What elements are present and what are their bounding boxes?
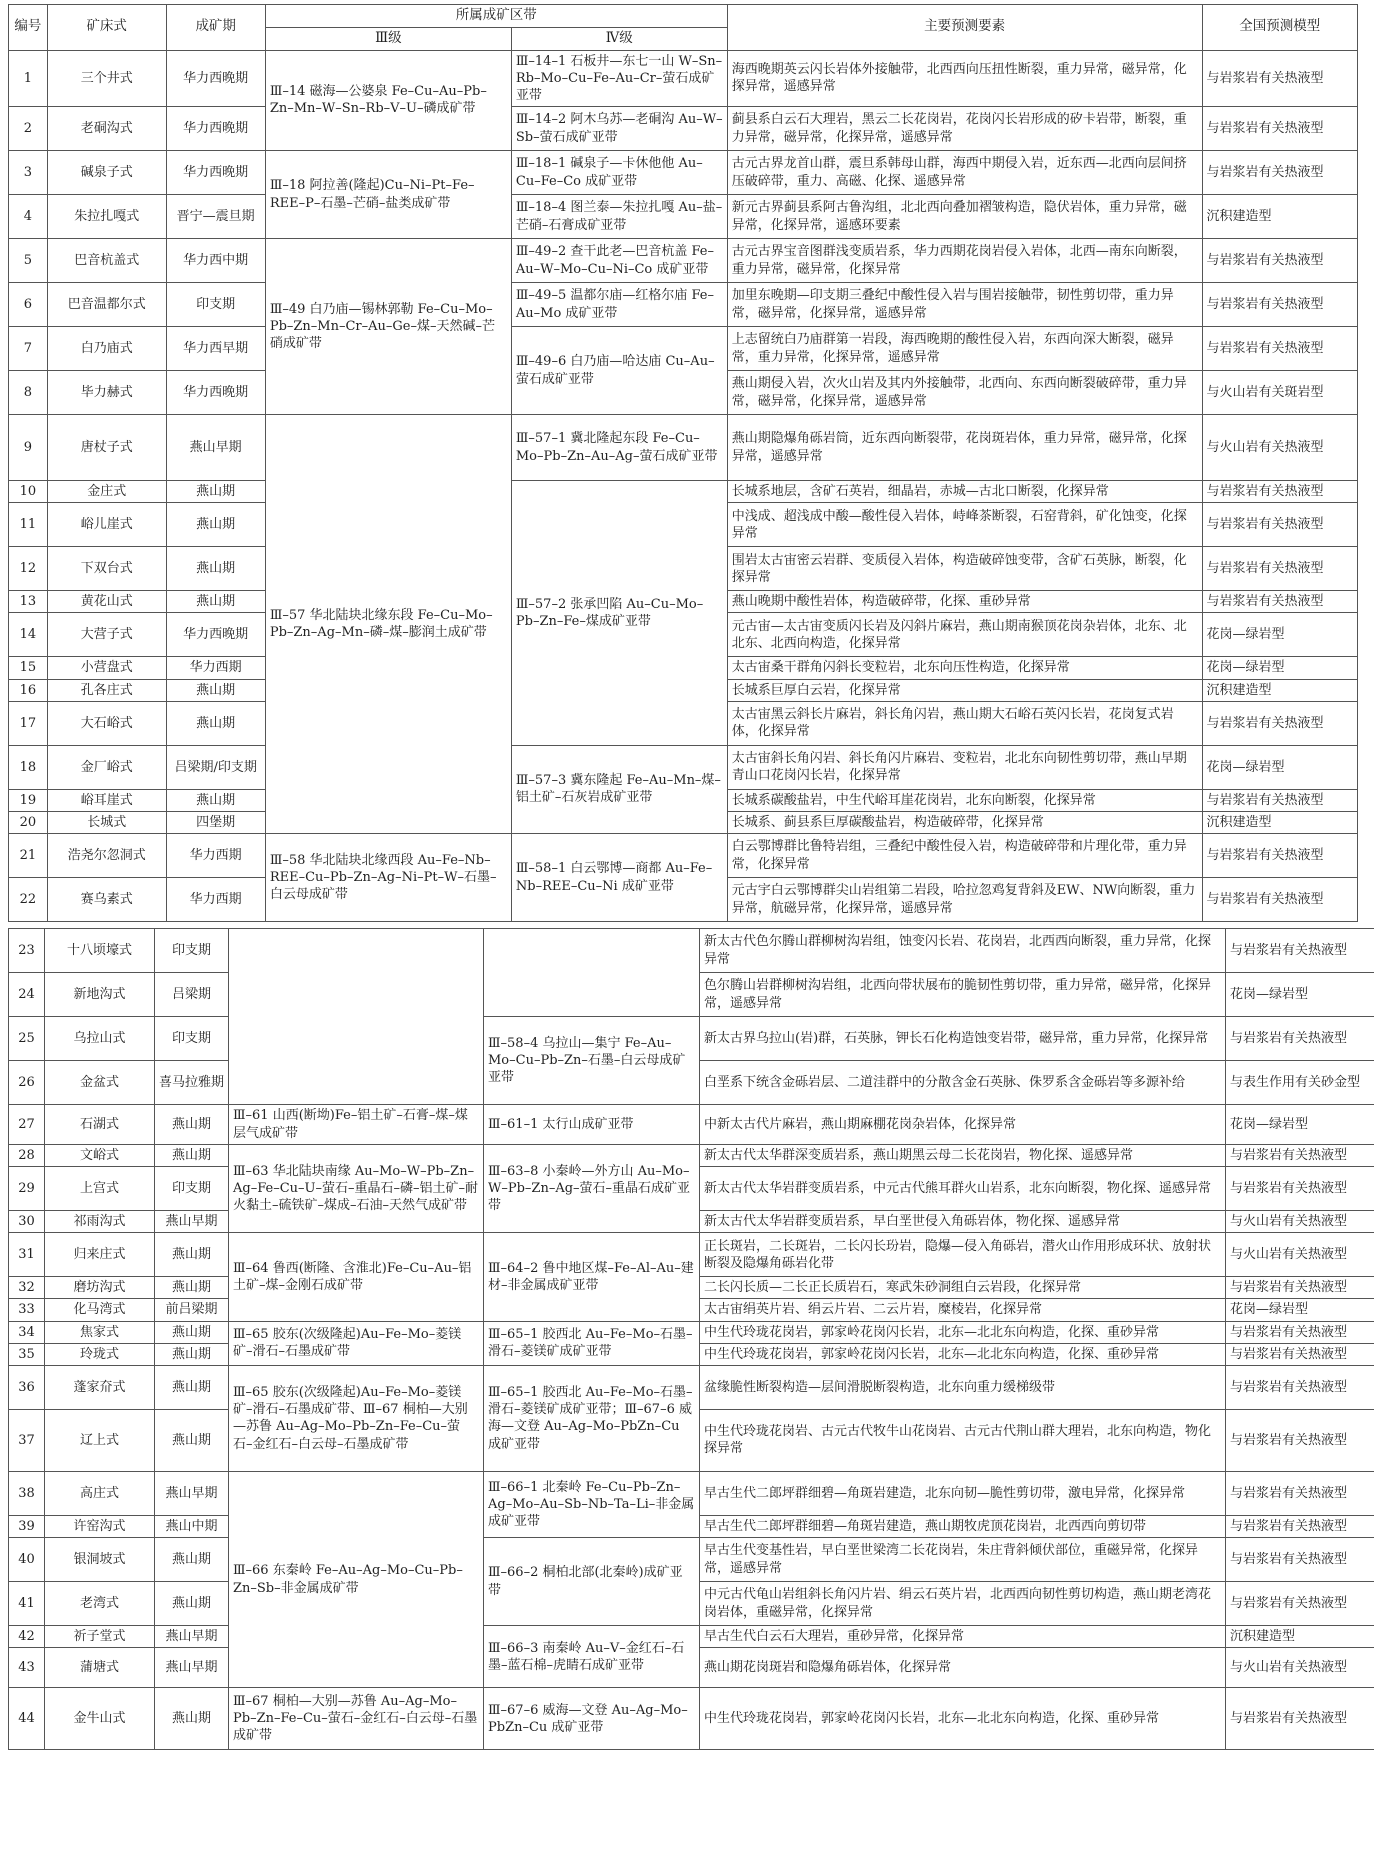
deposit-name: 石湖式	[45, 1105, 155, 1145]
prediction-elements: 太古宙斜长角闪岩、斜长角闪片麻岩、变粒岩，北北东向韧性剪切带，燕山早期青山口花岗闪长岩，化探异常	[727, 745, 1202, 789]
zone-level4: Ⅲ–65–1 胶西北 Au–Fe–Mo–石墨–滑石–菱镁矿成矿亚带	[484, 1321, 700, 1365]
zone-level3: Ⅲ–18 阿拉善(隆起)Cu–Ni–Pt–Fe–REE–P–石墨–芒硝–盐类成矿带	[265, 151, 511, 239]
zone-level4: Ⅲ–66–1 北秦岭 Fe–Cu–Pb–Zn–Ag–Mo–Au–Sb–Nb–Ta–Li–非金属成矿亚带	[484, 1471, 700, 1537]
row-id: 15	[9, 657, 48, 679]
deposit-name: 浩尧尔忽洞式	[47, 834, 166, 878]
table-row	[9, 239, 1358, 283]
zone-level3: Ⅲ–66 东秦岭 Fe–Au–Ag–Mo–Cu–Pb–Zn–Sb–非金属成矿带	[229, 1471, 484, 1687]
zone-level4: Ⅲ–49–6 白乃庙—哈达庙 Cu–Au–萤石成矿亚带	[511, 327, 727, 415]
metallogenic-period: 燕山期	[166, 701, 265, 745]
table-row	[9, 1688, 1374, 1750]
table-row	[9, 1145, 1374, 1167]
metallogenic-period: 燕山期	[166, 789, 265, 811]
metallogenic-period: 前吕梁期	[155, 1299, 229, 1321]
prediction-model: 与岩浆岩有关热液型	[1202, 481, 1357, 503]
metallogenic-period: 华力西中期	[166, 239, 265, 283]
zone-level4: Ⅲ–57–2 张承凹陷 Au–Cu–Mo–Pb–Zn–Fe–煤成矿亚带	[511, 481, 727, 746]
metallogenic-period: 晋宁—震旦期	[166, 195, 265, 239]
prediction-model: 花岗—绿岩型	[1202, 745, 1357, 789]
metallogenic-period: 燕山期	[155, 1321, 229, 1343]
zone-level3: Ⅲ–65 胶东(次级隆起)Au–Fe–Mo–菱镁矿–滑石–石墨成矿带、Ⅲ–67 桐柏—大别—苏鲁 Au–Ag–Mo–Pb–Zn–Fe–Cu–萤石–金红石–白云母–石墨成矿带	[229, 1365, 484, 1471]
row-id: 28	[9, 1145, 45, 1167]
prediction-elements: 新元古界蓟县系阿古鲁沟组，北北西向叠加褶皱构造，隐伏岩体，重力异常，磁异常，化探异常，遥感环要素	[727, 195, 1202, 239]
prediction-elements: 中生代玲珑花岗岩、古元古代牧牛山花岗岩、古元古代荆山群大理岩，北东向构造，物化探异常	[700, 1409, 1226, 1471]
prediction-elements: 新太古代色尔腾山群柳树沟岩组，蚀变闪长岩、花岗岩，北西西向断裂，重力异常，化探异常	[700, 929, 1226, 973]
deposit-name: 老湾式	[45, 1582, 155, 1626]
prediction-model: 沉积建造型	[1202, 679, 1357, 701]
prediction-model: 花岗—绿岩型	[1202, 657, 1357, 679]
prediction-elements: 二长闪长质—二长正长质岩石，寒武朱砂洞组白云岩段，化探异常	[700, 1277, 1226, 1299]
deposit-table-part2	[8, 928, 1374, 1750]
metallogenic-period: 华力西晚期	[166, 613, 265, 657]
row-id: 4	[9, 195, 48, 239]
row-id: 38	[9, 1471, 45, 1515]
header-level3: Ⅲ级	[265, 27, 511, 50]
prediction-elements: 新太古代太华岩群变质岩系，中元古代熊耳群火山岩系，北东向断裂，物化探、遥感异常	[700, 1167, 1226, 1211]
metallogenic-period: 华力西晚期	[166, 151, 265, 195]
prediction-elements: 新太古界乌拉山(岩)群，石英脉，钾长石化构造蚀变岩带，磁异常，重力异常，化探异常	[700, 1017, 1226, 1061]
header-zone-group: 所属成矿区带	[265, 5, 727, 28]
prediction-model: 与岩浆岩有关热液型	[1202, 834, 1357, 878]
row-id: 8	[9, 371, 48, 415]
row-id: 2	[9, 107, 48, 151]
zone-level4: Ⅲ–14–1 石板井—东七一山 W–Sn–Rb–Mo–Cu–Fe–Au–Cr–萤石成矿亚带	[511, 50, 727, 106]
row-id: 18	[9, 745, 48, 789]
row-id: 11	[9, 503, 48, 547]
prediction-model: 与岩浆岩有关热液型	[1226, 1145, 1374, 1167]
deposit-name: 十八顷壕式	[45, 929, 155, 973]
prediction-elements: 中元古代龟山岩组斜长角闪片岩、绢云石英片岩，北西西向韧性剪切构造，燕山期老湾花岗岩体，重磁异常，化探异常	[700, 1582, 1226, 1626]
deposit-name: 孔各庄式	[47, 679, 166, 701]
deposit-name: 老硐沟式	[47, 107, 166, 151]
zone-level4: Ⅲ–58–4 乌拉山—集宁 Fe–Au–Mo–Cu–Pb–Zn–石墨–白云母成矿亚带	[484, 1017, 700, 1105]
metallogenic-period: 燕山期	[155, 1105, 229, 1145]
metallogenic-period: 燕山期	[166, 481, 265, 503]
prediction-elements: 早古生代二郎坪群细碧—角斑岩建造，北东向韧—脆性剪切带，激电异常，化探异常	[700, 1471, 1226, 1515]
prediction-elements: 古元古界宝音图群浅变质岩系，华力西期花岗岩侵入岩体，北西—南东向断裂，重力异常，磁异常，化探异常	[727, 239, 1202, 283]
prediction-elements: 加里东晚期—印支期三叠纪中酸性侵入岩与围岩接触带，韧性剪切带，重力异常，磁异常，化探异常，遥感异常	[727, 283, 1202, 327]
zone-level4: Ⅲ–66–2 桐柏北部(北秦岭)成矿亚带	[484, 1538, 700, 1626]
prediction-model: 与岩浆岩有关热液型	[1202, 789, 1357, 811]
prediction-elements: 元古宙—太古宙变质闪长岩及闪斜片麻岩，燕山期南猴顶花岗杂岩体，北东、北北东、北西向构造，化探异常	[727, 613, 1202, 657]
zone-level4: Ⅲ–61–1 太行山成矿亚带	[484, 1105, 700, 1145]
table-row	[9, 1017, 1374, 1061]
prediction-model: 花岗—绿岩型	[1226, 1299, 1374, 1321]
deposit-name: 焦家式	[45, 1321, 155, 1343]
zone-level3: Ⅲ–14 磁海—公婆泉 Fe–Cu–Au–Pb–Zn–Mn–W–Sn–Rb–V–U–磷成矿带	[265, 50, 511, 150]
metallogenic-period: 燕山期	[155, 1233, 229, 1277]
row-id: 21	[9, 834, 48, 878]
row-id: 22	[9, 878, 48, 922]
deposit-name: 化马湾式	[45, 1299, 155, 1321]
prediction-model: 沉积建造型	[1202, 811, 1357, 833]
metallogenic-period: 燕山早期	[166, 415, 265, 481]
prediction-elements: 上志留统白乃庙群第一岩段，海西晚期的酸性侵入岩，东西向深大断裂，磁异常，重力异常，化探异常，遥感异常	[727, 327, 1202, 371]
deposit-name: 小营盘式	[47, 657, 166, 679]
row-id: 32	[9, 1277, 45, 1299]
deposit-name: 赛乌素式	[47, 878, 166, 922]
table-row	[9, 327, 1358, 371]
row-id: 40	[9, 1538, 45, 1582]
metallogenic-period: 燕山期	[166, 547, 265, 591]
deposit-name: 毕力赫式	[47, 371, 166, 415]
metallogenic-period: 燕山早期	[155, 1211, 229, 1233]
row-id: 13	[9, 591, 48, 613]
row-id: 31	[9, 1233, 45, 1277]
prediction-model: 与火山岩有关斑岩型	[1202, 371, 1357, 415]
prediction-elements: 长城系地层，含矿石英岩，细晶岩，赤城—古北口断裂，化探异常	[727, 481, 1202, 503]
prediction-elements: 早古生代二郎坪群细碧—角斑岩建造，燕山期牧虎顶花岗岩，北西西向剪切带	[700, 1515, 1226, 1537]
header-elements: 主要预测要素	[727, 5, 1202, 51]
row-id: 24	[9, 973, 45, 1017]
prediction-elements: 中生代玲珑花岗岩，郭家岭花岗闪长岩，北东—北北东向构造，化探、重砂异常	[700, 1688, 1226, 1750]
zone-level4: Ⅲ–64–2 鲁中地区煤–Fe–Al–Au–建材–非金属成矿亚带	[484, 1233, 700, 1321]
zone-level4-empty	[484, 929, 700, 1017]
zone-level4: Ⅲ–18–1 碱泉子—卡休他他 Au–Cu–Fe–Co 成矿亚带	[511, 151, 727, 195]
deposit-name: 蓬家夼式	[45, 1365, 155, 1409]
deposit-name: 峪耳崖式	[47, 789, 166, 811]
zone-level3: Ⅲ–67 桐柏—大别—苏鲁 Au–Ag–Mo–Pb–Zn–Fe–Cu–萤石–金红石–白云母–石墨成矿带	[229, 1688, 484, 1750]
deposit-name: 碱泉子式	[47, 151, 166, 195]
prediction-elements: 中生代玲珑花岗岩，郭家岭花岗闪长岩，北东—北北东向构造，化探、重砂异常	[700, 1343, 1226, 1365]
prediction-elements: 新太古代太华群深变质岩系，燕山期黑云母二长花岗岩，物化探、遥感异常	[700, 1145, 1226, 1167]
deposit-name: 文峪式	[45, 1145, 155, 1167]
prediction-model: 与岩浆岩有关热液型	[1202, 591, 1357, 613]
deposit-name: 朱拉扎嘎式	[47, 195, 166, 239]
prediction-model: 与岩浆岩有关热液型	[1202, 151, 1357, 195]
table-row	[9, 834, 1358, 878]
zone-level3-empty	[229, 929, 484, 1105]
deposit-name: 巴音温都尔式	[47, 283, 166, 327]
table-row	[9, 1626, 1374, 1648]
row-id: 14	[9, 613, 48, 657]
metallogenic-period: 燕山期	[155, 1538, 229, 1582]
zone-level4: Ⅲ–65–1 胶西北 Au–Fe–Mo–石墨–滑石–菱镁矿成矿亚带；Ⅲ–67–6 威海—文登 Au–Ag–Mo–PbZn–Cu 成矿亚带	[484, 1365, 700, 1471]
prediction-model: 与岩浆岩有关热液型	[1202, 547, 1357, 591]
prediction-elements: 正长斑岩，二长斑岩，二长闪长玢岩，隐爆—侵入角砾岩，潜火山作用形成环状、放射状断裂及隐爆角砾岩化带	[700, 1233, 1226, 1277]
metallogenic-period: 燕山期	[166, 679, 265, 701]
deposit-name: 巴音杭盖式	[47, 239, 166, 283]
zone-level3: Ⅲ–57 华北陆块北缘东段 Fe–Cu–Mo–Pb–Zn–Ag–Mn–磷–煤–膨润土成矿带	[265, 415, 511, 834]
prediction-elements: 长城系碳酸盐岩，中生代峪耳崖花岗岩，北东向断裂，化探异常	[727, 789, 1202, 811]
prediction-elements: 蓟县系白云石大理岩，黑云二长花岗岩，花岗闪长岩形成的矽卡岩带，断裂，重力异常，磁异常，化探异常，遥感异常	[727, 107, 1202, 151]
prediction-elements: 元古宇白云鄂博群尖山岩组第二岩段，哈拉忽鸡复背斜及EW、NW向断裂，重力异常，航磁异常，化探异常，遥感异常	[727, 878, 1202, 922]
deposit-name: 峪儿崖式	[47, 503, 166, 547]
deposit-name: 祁雨沟式	[45, 1211, 155, 1233]
prediction-model: 与表生作用有关砂金型	[1226, 1061, 1374, 1105]
metallogenic-period: 印支期	[166, 283, 265, 327]
prediction-elements: 围岩太古宙密云岩群、变质侵入岩体，构造破碎蚀变带，含矿石英脉，断裂，化探异常	[727, 547, 1202, 591]
deposit-name: 新地沟式	[45, 973, 155, 1017]
prediction-model: 与岩浆岩有关热液型	[1226, 1409, 1374, 1471]
zone-level3: Ⅲ–49 白乃庙—锡林郭勒 Fe–Cu–Mo–Pb–Zn–Mn–Cr–Au–Ge–煤–天然碱–芒硝成矿带	[265, 239, 511, 415]
row-id: 3	[9, 151, 48, 195]
header-deposit: 矿床式	[47, 5, 166, 51]
prediction-elements: 燕山期侵入岩，次火山岩及其内外接触带，北西向、东西向断裂破碎带，重力异常，磁异常，化探异常，遥感异常	[727, 371, 1202, 415]
zone-level4: Ⅲ–49–2 查干此老—巴音杭盖 Fe–Au–W–Mo–Cu–Ni–Co 成矿亚带	[511, 239, 727, 283]
metallogenic-period: 四堡期	[166, 811, 265, 833]
table-row	[9, 1471, 1374, 1515]
prediction-model: 与岩浆岩有关热液型	[1226, 1343, 1374, 1365]
prediction-model: 与岩浆岩有关热液型	[1226, 1582, 1374, 1626]
table-row	[9, 107, 1358, 151]
deposit-name: 大营子式	[47, 613, 166, 657]
prediction-elements: 盆缘脆性断裂构造—层间滑脱断裂构造，北东向重力缓梯级带	[700, 1365, 1226, 1409]
deposit-name: 唐杖子式	[47, 415, 166, 481]
table-row	[9, 1538, 1374, 1582]
metallogenic-period: 印支期	[155, 1167, 229, 1211]
row-id: 6	[9, 283, 48, 327]
prediction-model: 与岩浆岩有关热液型	[1226, 1321, 1374, 1343]
prediction-model: 与火山岩有关热液型	[1226, 1211, 1374, 1233]
deposit-name: 高庄式	[45, 1471, 155, 1515]
metallogenic-period: 华力西早期	[166, 327, 265, 371]
prediction-elements: 白云鄂博群比鲁特岩组，三叠纪中酸性侵入岩，构造破碎带和片理化带，重力异常，化探异常	[727, 834, 1202, 878]
zone-level4: Ⅲ–57–1 冀北隆起东段 Fe–Cu–Mo–Pb–Zn–Au–Ag–萤石成矿亚带	[511, 415, 727, 481]
prediction-elements: 长城系巨厚白云岩，化探异常	[727, 679, 1202, 701]
metallogenic-period: 燕山中期	[155, 1515, 229, 1537]
deposit-name: 金牛山式	[45, 1688, 155, 1750]
row-id: 36	[9, 1365, 45, 1409]
prediction-elements: 古元古界龙首山群，震旦系韩母山群，海西中期侵入岩，近东西—北西向层间挤压破碎带，重力、高磁、化探、遥感异常	[727, 151, 1202, 195]
metallogenic-period: 华力西晚期	[166, 50, 265, 106]
prediction-model: 花岗—绿岩型	[1226, 973, 1374, 1017]
deposit-name: 金厂峪式	[47, 745, 166, 789]
metallogenic-period: 燕山期	[155, 1277, 229, 1299]
deposit-name: 归来庄式	[45, 1233, 155, 1277]
zone-level3: Ⅲ–58 华北陆块北缘西段 Au–Fe–Nb–REE–Cu–Pb–Zn–Ag–Ni–Pt–W–石墨–白云母成矿带	[265, 834, 511, 922]
metallogenic-period: 燕山期	[155, 1688, 229, 1750]
row-id: 44	[9, 1688, 45, 1750]
prediction-model: 与岩浆岩有关热液型	[1202, 701, 1357, 745]
deposit-name: 银洞坡式	[45, 1538, 155, 1582]
row-id: 30	[9, 1211, 45, 1233]
metallogenic-period: 喜马拉雅期	[155, 1061, 229, 1105]
metallogenic-period: 燕山期	[155, 1145, 229, 1167]
row-id: 33	[9, 1299, 45, 1321]
metallogenic-period: 吕梁期	[155, 973, 229, 1017]
row-id: 5	[9, 239, 48, 283]
prediction-model: 与岩浆岩有关热液型	[1202, 239, 1357, 283]
deposit-name: 大石峪式	[47, 701, 166, 745]
deposit-name: 上宫式	[45, 1167, 155, 1211]
row-id: 16	[9, 679, 48, 701]
deposit-name: 祈子堂式	[45, 1626, 155, 1648]
table-row	[9, 1365, 1374, 1409]
prediction-model: 与岩浆岩有关热液型	[1202, 50, 1357, 106]
prediction-elements: 早古生代变基性岩，早白垩世梁湾二长花岗岩，朱庄背斜倾伏部位，重磁异常，化探异常，遥感异常	[700, 1538, 1226, 1582]
prediction-model: 与岩浆岩有关热液型	[1226, 1167, 1374, 1211]
prediction-model: 与岩浆岩有关热液型	[1226, 1515, 1374, 1537]
metallogenic-period: 燕山期	[166, 503, 265, 547]
prediction-elements: 太古宙绢英片岩、绢云片岩、二云片岩，糜棱岩，化探异常	[700, 1299, 1226, 1321]
zone-level4: Ⅲ–66–3 南秦岭 Au–V–金红石–石墨–蓝石棉–虎睛石成矿亚带	[484, 1626, 700, 1688]
prediction-model: 与火山岩有关热液型	[1226, 1648, 1374, 1688]
deposit-table-part1	[8, 4, 1358, 922]
prediction-elements: 中新太古代片麻岩，燕山期麻棚花岗杂岩体，化探异常	[700, 1105, 1226, 1145]
row-id: 42	[9, 1626, 45, 1648]
table-row	[9, 1321, 1374, 1343]
zone-level3: Ⅲ–65 胶东(次级隆起)Au–Fe–Mo–菱镁矿–滑石–石墨成矿带	[229, 1321, 484, 1365]
prediction-elements: 海西晚期英云闪长岩体外接触带，北西西向压扭性断裂，重力异常，磁异常，化探异常，遥感异常	[727, 50, 1202, 106]
zone-level4: Ⅲ–14–2 阿木乌苏—老硐沟 Au–W–Sb–萤石成矿亚带	[511, 107, 727, 151]
metallogenic-period: 燕山期	[155, 1343, 229, 1365]
metallogenic-period: 华力西晚期	[166, 371, 265, 415]
prediction-model: 与岩浆岩有关热液型	[1226, 1017, 1374, 1061]
prediction-model: 与火山岩有关热液型	[1202, 415, 1357, 481]
metallogenic-period: 华力西期	[166, 834, 265, 878]
prediction-model: 花岗—绿岩型	[1202, 613, 1357, 657]
prediction-elements: 燕山期隐爆角砾岩筒，近东西向断裂带，花岗斑岩体，重力异常，磁异常，化探异常，遥感异常	[727, 415, 1202, 481]
row-id: 20	[9, 811, 48, 833]
row-id: 29	[9, 1167, 45, 1211]
prediction-model: 与岩浆岩有关热液型	[1226, 1277, 1374, 1299]
prediction-model: 与岩浆岩有关热液型	[1226, 1365, 1374, 1409]
row-id: 7	[9, 327, 48, 371]
zone-level4: Ⅲ–63–8 小秦岭—外方山 Au–Mo–W–Pb–Zn–Ag–萤石–重晶石成矿亚带	[484, 1145, 700, 1233]
row-id: 35	[9, 1343, 45, 1365]
prediction-elements: 中生代玲珑花岗岩，郭家岭花岗闪长岩，北东—北北东向构造，化探、重砂异常	[700, 1321, 1226, 1343]
prediction-model: 花岗—绿岩型	[1226, 1105, 1374, 1145]
row-id: 26	[9, 1061, 45, 1105]
row-id: 17	[9, 701, 48, 745]
prediction-elements: 太古宙黑云斜长片麻岩，斜长角闪岩，燕山期大石峪石英闪长岩，花岗复式岩体，化探异常	[727, 701, 1202, 745]
zone-level4: Ⅲ–49–5 温都尔庙—红格尔庙 Fe–Au–Mo 成矿亚带	[511, 283, 727, 327]
table-row	[9, 745, 1358, 789]
metallogenic-period: 华力西晚期	[166, 107, 265, 151]
header-id: 编号	[9, 5, 48, 51]
row-id: 41	[9, 1582, 45, 1626]
metallogenic-period: 华力西期	[166, 878, 265, 922]
header-level4: Ⅳ级	[511, 27, 727, 50]
prediction-model: 与岩浆岩有关热液型	[1202, 327, 1357, 371]
table-row	[9, 1105, 1374, 1145]
prediction-elements: 中浅成、超浅成中酸—酸性侵入岩体，峙峰茶断裂，石窑背斜，矿化蚀变，化探异常	[727, 503, 1202, 547]
deposit-name: 白乃庙式	[47, 327, 166, 371]
prediction-elements: 新太古代太华岩群变质岩系，早白垩世侵入角砾岩体，物化探、遥感异常	[700, 1211, 1226, 1233]
deposit-name: 下双台式	[47, 547, 166, 591]
prediction-model: 沉积建造型	[1226, 1626, 1374, 1648]
deposit-name: 辽上式	[45, 1409, 155, 1471]
zone-level3: Ⅲ–63 华北陆块南缘 Au–Mo–W–Pb–Zn–Ag–Fe–Cu–U–萤石–重晶石–磷–铝土矿–耐火黏土–硫铁矿–煤成–石油–天然气成矿带	[229, 1145, 484, 1233]
metallogenic-period: 燕山早期	[155, 1648, 229, 1688]
table-row	[9, 50, 1358, 106]
metallogenic-period: 燕山期	[155, 1409, 229, 1471]
prediction-elements: 燕山晚期中酸性岩体，构造破碎带，化探、重砂异常	[727, 591, 1202, 613]
metallogenic-period: 燕山早期	[155, 1471, 229, 1515]
table-row	[9, 929, 1374, 973]
prediction-model: 与岩浆岩有关热液型	[1226, 929, 1374, 973]
deposit-name: 黄花山式	[47, 591, 166, 613]
header-model: 全国预测模型	[1202, 5, 1357, 51]
prediction-model: 与岩浆岩有关热液型	[1202, 283, 1357, 327]
zone-level4: Ⅲ–18–4 图兰泰—朱拉扎嘎 Au–盐–芒硝–石膏成矿亚带	[511, 195, 727, 239]
row-id: 23	[9, 929, 45, 973]
prediction-elements: 燕山期花岗斑岩和隐爆角砾岩体，化探异常	[700, 1648, 1226, 1688]
deposit-name: 金庄式	[47, 481, 166, 503]
prediction-model: 与岩浆岩有关热液型	[1226, 1471, 1374, 1515]
prediction-elements: 早古生代白云石大理岩，重砂异常，化探异常	[700, 1626, 1226, 1648]
zone-level3: Ⅲ–61 山西(断坳)Fe–铝土矿–石膏–煤–煤层气成矿带	[229, 1105, 484, 1145]
table-row	[9, 481, 1358, 503]
deposit-name: 许窑沟式	[45, 1515, 155, 1537]
metallogenic-period: 燕山期	[155, 1365, 229, 1409]
row-id: 9	[9, 415, 48, 481]
row-id: 34	[9, 1321, 45, 1343]
prediction-elements: 太古宙桑干群角闪斜长变粒岩，北东向压性构造，化探异常	[727, 657, 1202, 679]
table-row	[9, 1233, 1374, 1277]
prediction-model: 与火山岩有关热液型	[1226, 1233, 1374, 1277]
deposit-name: 长城式	[47, 811, 166, 833]
zone-level4: Ⅲ–58–1 白云鄂博—商都 Au–Fe–Nb–REE–Cu–Ni 成矿亚带	[511, 834, 727, 922]
metallogenic-period: 燕山早期	[155, 1626, 229, 1648]
metallogenic-period: 印支期	[155, 1017, 229, 1061]
metallogenic-period: 印支期	[155, 929, 229, 973]
prediction-elements: 白垩系下统含金砾岩层、二道洼群中的分散含金石英脉、侏罗系含金砾岩等多源补给	[700, 1061, 1226, 1105]
row-id: 19	[9, 789, 48, 811]
deposit-name: 磨坊沟式	[45, 1277, 155, 1299]
table-row	[9, 195, 1358, 239]
zone-level4: Ⅲ–57–3 冀东隆起 Fe–Au–Mn–煤–铝土矿–石灰岩成矿亚带	[511, 745, 727, 833]
table-row	[9, 283, 1358, 327]
metallogenic-period: 吕梁期/印支期	[166, 745, 265, 789]
row-id: 37	[9, 1409, 45, 1471]
row-id: 25	[9, 1017, 45, 1061]
row-id: 27	[9, 1105, 45, 1145]
deposit-name: 三个井式	[47, 50, 166, 106]
prediction-model: 与岩浆岩有关热液型	[1202, 878, 1357, 922]
metallogenic-period: 华力西期	[166, 657, 265, 679]
metallogenic-period: 燕山期	[155, 1582, 229, 1626]
row-id: 1	[9, 50, 48, 106]
zone-level3: Ⅲ–64 鲁西(断隆、含淮北)Fe–Cu–Au–铝土矿–煤–金刚石成矿带	[229, 1233, 484, 1321]
prediction-elements: 色尔腾山岩群柳树沟岩组，北西向带状展布的脆韧性剪切带，重力异常，磁异常，化探异常，遥感异常	[700, 973, 1226, 1017]
table-row	[9, 151, 1358, 195]
metallogenic-period: 燕山期	[166, 591, 265, 613]
prediction-model: 与岩浆岩有关热液型	[1226, 1688, 1374, 1750]
row-id: 10	[9, 481, 48, 503]
deposit-name: 玲珑式	[45, 1343, 155, 1365]
prediction-model: 与岩浆岩有关热液型	[1226, 1538, 1374, 1582]
prediction-elements: 长城系、蓟县系巨厚碳酸盐岩，构造破碎带，化探异常	[727, 811, 1202, 833]
prediction-model: 沉积建造型	[1202, 195, 1357, 239]
row-id: 39	[9, 1515, 45, 1537]
row-id: 43	[9, 1648, 45, 1688]
deposit-name: 金盆式	[45, 1061, 155, 1105]
deposit-name: 蒲塘式	[45, 1648, 155, 1688]
header-period: 成矿期	[166, 5, 265, 51]
row-id: 12	[9, 547, 48, 591]
deposit-name: 乌拉山式	[45, 1017, 155, 1061]
prediction-model: 与岩浆岩有关热液型	[1202, 107, 1357, 151]
prediction-model: 与岩浆岩有关热液型	[1202, 503, 1357, 547]
zone-level4: Ⅲ–67–6 威海—文登 Au–Ag–Mo–PbZn–Cu 成矿亚带	[484, 1688, 700, 1750]
table-row	[9, 415, 1358, 481]
